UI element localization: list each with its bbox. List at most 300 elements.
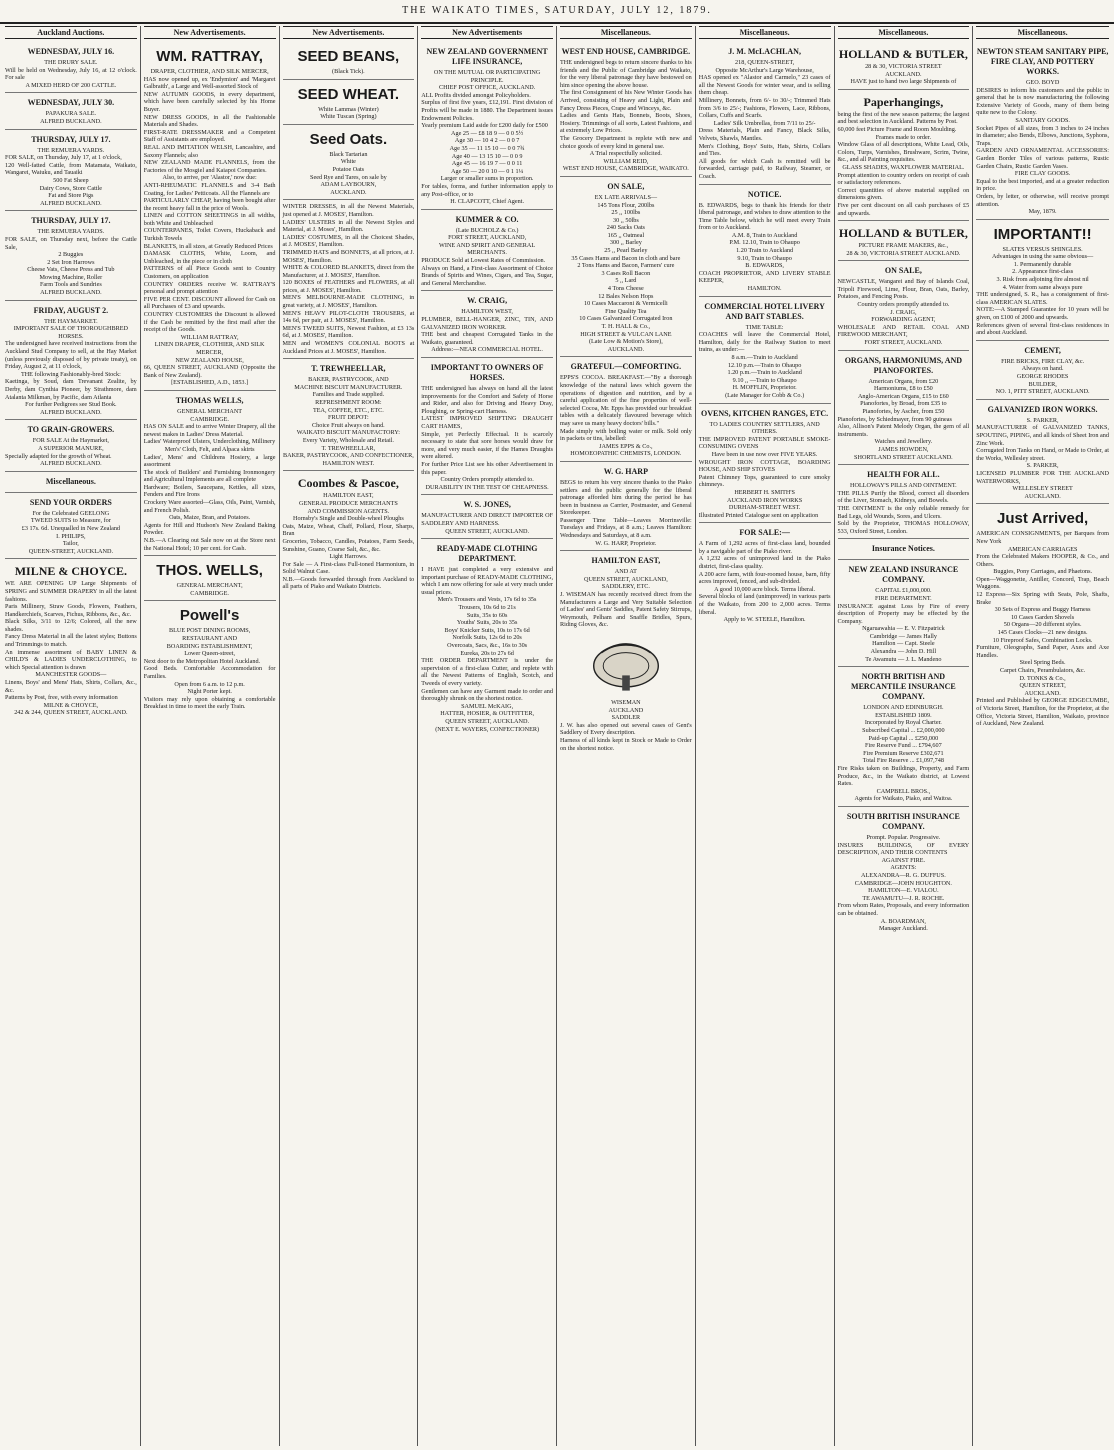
advertisement-line: A Farm of 1,292 acres of first-class land, bounded by a navigable part of the Piako river. xyxy=(698,540,831,555)
advertisement-line: Corrugated Iron Tanks on Hand, or Made to Order, at the Works, Wellesley street. xyxy=(976,447,1109,462)
advertisement-line: Pianofortes, by Ascher, from £50 xyxy=(862,408,945,415)
advertisement-line: N.B.—Goods forwarded through from Auckland to all parts of Piako and Waikato Districts. xyxy=(282,575,415,591)
advertisement-line: I. PHILIPS, xyxy=(56,532,86,540)
advertisement-line: REFRESHMENT ROOM: xyxy=(315,399,382,406)
advertisement-line: 500 Fat Sheep xyxy=(53,176,89,184)
advertisement-line: FIVE PER CENT. DISCOUNT allowed for Cash on all Purchases of £3 and upwards. xyxy=(143,295,276,311)
advertisement xyxy=(976,400,1109,505)
column-section-header: Auckland Auctions. xyxy=(5,26,137,39)
advertisement-line: Mowing Machine, Roller xyxy=(39,273,103,281)
advertisement-line: Paid-up Capital ... £250,000 xyxy=(868,734,939,742)
advertisement-title: SEED WHEAT. xyxy=(297,85,400,103)
advertisement-line: 120 BOXES of FEATHERS and FLOWERS, at all prices, at J. MOSES', Hamilton. xyxy=(282,279,415,294)
advertisement xyxy=(976,220,1109,341)
advertisement-line: Families and Trade supplied. xyxy=(312,391,385,399)
advertisement-line: QUEEN-STREET, AUCKLAND. xyxy=(28,547,114,555)
advertisement-line: Watches and Jewellery. xyxy=(874,438,933,446)
advertisement-line: JAMES HOWDEN, xyxy=(878,445,929,453)
advertisement-line: All goods for which Cash is remitted will be forwarded, carriage paid, to Railway, Steamer, or Coach. xyxy=(698,157,831,180)
advertisement-line: HATTER, HOSIER, & OUTFITTER, xyxy=(440,710,535,718)
advertisement-line: White Tuscan (Spring) xyxy=(320,113,377,121)
advertisement-line: Light Harrows. xyxy=(329,553,368,561)
advertisement-line: Next door to the Metropolitan Hotel Auckland. xyxy=(143,657,261,665)
advertisement-line: AND AT xyxy=(614,568,637,576)
column-section-header: Miscellaneous. xyxy=(699,26,831,39)
advertisement-line: Also, Allison's Patent Melody Organ, the gem of all instruments. xyxy=(837,423,970,438)
saddle-illustration-icon xyxy=(588,633,664,695)
advertisement-line: SADDLERY, ETC. xyxy=(601,583,650,591)
advertisement-line: Made simply with boiling water or milk. Sold only in packets or tins, labelled: xyxy=(560,427,692,443)
advertisement-line: ALFRED BUCKLAND. xyxy=(40,460,102,468)
advertisement-line: being the first of the new season patterns; the largest and best selection in Auckland. Patterns by Post. xyxy=(837,110,970,126)
advertisement-line: LADIES' ULSTERS in all the Newest Styles and Material, at J. Moses', Hamilton. xyxy=(282,218,415,234)
advertisement-line: 10 Cases Garden Shovels xyxy=(1011,613,1075,621)
advertisement-line: Men's Trousers and Vests, 17s 6d to 35s xyxy=(437,596,537,604)
advertisement-line: SADDLER xyxy=(611,714,641,722)
advertisement-line: GARDEN AND ORNAMENTAL ACCESSORIES: Garden Border Tiles of various patterns, Rustic Garden Chairs, Rustic Garden Vases. xyxy=(976,147,1109,170)
advertisement-line: FORT STREET, AUCKLAND. xyxy=(864,339,943,347)
advertisement-line: Paris Millinery, Straw Goods, Flowers, Feathers, Handkerchiefs, Scarves, Fichus, Ribbons, &c., &c. xyxy=(5,603,137,618)
advertisement-line: 28 & 30, VICTORIA STREET AUCKLAND. xyxy=(846,249,961,257)
advertisement-line: For further Price List see his other Advertisement in this paper. xyxy=(421,460,553,476)
advertisement-line: Dress Materials, Plain and Fancy, Black Silks, Velvets, Shawls, Mantles. xyxy=(698,127,831,142)
advertisement-line: NO. 1, PITT STREET, AUCKLAND. xyxy=(995,388,1090,396)
advertisement-title: SOUTH BRITISH INSURANCE COMPANY. xyxy=(846,811,960,831)
advertisement xyxy=(5,493,137,560)
advertisement-line: Frames made to order. xyxy=(875,133,932,141)
advertisement-line: QUEEN STREET, AUCKLAND, xyxy=(583,575,668,583)
advertisement-line: HOLLOWAY'S PILLS AND OINTMENT. xyxy=(850,482,957,490)
advertisement-line: Have been in use now over FIVE YEARS. xyxy=(711,450,818,458)
advertisement-line: Fire Risks taken on Buildings, Property, and Farm Produce, &c., in the Waikato district, at Lowest Rates. xyxy=(837,765,970,788)
advertisement-line: For the Celebrated GEELONG xyxy=(32,509,110,517)
advertisement-line: Crockery Ware assorted—Glass, Oils, Paint, Varnish, and French Polish. xyxy=(143,499,276,514)
advertisement-line: The stock of Builders' and Furnishing Ironmongery and Agricultural Implements are all complete xyxy=(143,468,276,484)
advertisement-line: BEGS to return his very sincere thanks to the Piako settlers and the public generally for the liberal patronage afforded him during the period he has been in business as Carrier, Postmaster, and General Storekeeper. xyxy=(560,478,692,517)
advertisement xyxy=(421,291,553,358)
advertisement-line: Specially adapted for the growth of Wheat. xyxy=(5,452,112,460)
advertisement-line: THE best and cheapest Corrugated Tanks in the Waikato, guaranteed. xyxy=(421,331,553,346)
advertisement-line: For further Pedigrees see Stud Book. xyxy=(25,401,117,409)
advertisement-line: WROUGHT IRON COTTAGE, BOARDING HOUSE, AND SHIP STOVES xyxy=(698,458,831,474)
advertisement-line: REAL AND IMITATION WELSH, Lancashire, and Saxony Flannels; also xyxy=(143,143,276,159)
advertisement xyxy=(699,185,831,297)
advertisement-line: Tailor, xyxy=(62,540,79,548)
advertisement-line: FRUIT DEPOT: xyxy=(328,414,369,422)
advertisement-line: 25 ,, 100lbs xyxy=(611,209,641,217)
advertisement-line: Boys' Knicker Suits, 10s to 17s 6d xyxy=(444,626,530,634)
advertisement-line: FIRE BRICKS, FIRE CLAY, &c. xyxy=(1001,357,1085,365)
advertisement-line: Ladies' Waterproof Ulsters, Underclothing, Millinery xyxy=(143,438,276,446)
advertisement-line: AMERICAN CONSIGNMENTS, per Barques from New York xyxy=(976,530,1109,545)
advertisement-title: CEMENT, xyxy=(1024,345,1061,355)
advertisement-line: Yearly premium Laid aside for £200 daily for £500 xyxy=(421,122,548,130)
advertisement-line: 66, QUEEN STREET, AUCKLAND (Opposite the Bank of New Zealand). xyxy=(143,364,276,379)
advertisement-title: NEW ZEALAND INSURANCE COMPANY. xyxy=(848,565,959,585)
advertisement-line: [ESTABLISHED, A.D., 1853.] xyxy=(171,379,249,387)
advertisement-line: FIRST-RATE DRESSMAKER and a Competent Staff of Assistants are employed. xyxy=(143,128,276,144)
advertisement-title: Paperhangings, xyxy=(863,94,944,109)
advertisement-title: HOLLAND & BUTLER, xyxy=(838,47,968,61)
advertisement-line: CAMBRIDGE—JOHN HOUGHTON. xyxy=(854,879,952,887)
advertisement-line: EX LATE ARRIVALS— xyxy=(594,193,658,201)
advertisement-line: HAS now opened up, ex 'Endymion' and 'Margaret Galbraith', a Large and Well-assorted Stock of xyxy=(143,75,276,91)
advertisement xyxy=(699,523,831,627)
advertisement-line: Will be held on Wednesday, July 16, at 12 o'clock. For sale xyxy=(5,66,137,82)
advertisement xyxy=(699,42,831,185)
advertisement-line: A 200 acre farm, with four-roomed house, barn, fifty acres improved, fenced, and sub-divided. xyxy=(698,570,831,586)
advertisement xyxy=(5,211,137,300)
advertisement-line: Alexandra — John D. Hill xyxy=(870,648,937,656)
advertisement-line: Equal to the best imported, and at a greater reduction in price. xyxy=(976,177,1109,193)
advertisement-line: (NEXT E. WAYERS, CONFECTIONER) xyxy=(435,725,540,733)
advertisement-line: A.M. 8, Train to Auckland xyxy=(731,231,798,239)
advertisement xyxy=(144,556,276,601)
advertisement-line: WISEMAN xyxy=(611,699,641,706)
advertisement xyxy=(283,359,415,471)
newspaper-columns xyxy=(2,26,1112,1446)
advertisement-line: I HAVE just completed a very extensive and important purchase of READY-MADE CLOTHING, which I am now offering for sale at very much under usual prices. xyxy=(421,566,553,596)
advertisement-title: OVENS, KITCHEN RANGES, ETC. xyxy=(701,408,829,418)
advertisement-line: 242 & 244, QUEEN STREET, AUCKLAND. xyxy=(14,709,128,717)
advertisement-title: W. G. HARP xyxy=(603,466,648,476)
advertisement-line: (Late Manager for Cobb & Co.) xyxy=(725,391,805,399)
advertisement-line: WAIKATO BISCUIT MANUFACTORY: xyxy=(296,429,400,437)
advertisement xyxy=(838,221,970,261)
advertisement-line: TWEED SUITS to Measure, for xyxy=(30,517,111,525)
advertisement-line: AUCKLAND. xyxy=(1024,689,1061,697)
advertisement-line: MEN and WOMEN'S COLONIAL BOOTS at Auckland Prices at J. MOSES', Hamilton. xyxy=(282,340,415,355)
advertisement-line: Printed and Published by GEORGE EDGECUMBE, of Victoria Street, Hamilton, for the Proprietor, at the Office, Victoria Street, Hamilton, Waikato, province of Auckland, New Zealand. xyxy=(976,697,1109,728)
advertisement-line: HAS ON SALE and to arrive Winter Drapery, all the newest makes in Ladies' Dress Material. xyxy=(143,423,276,438)
advertisement-line: Incorporated by Royal Charter. xyxy=(864,719,942,727)
advertisement-line: An immense assortment of BABY LINEN & CHILD'S & LADIES UNDERCLOTHING, to which Special attention is drawn xyxy=(5,648,137,671)
advertisement-line: Cambridge — James Hally xyxy=(869,632,937,640)
advertisement-line: May, 1879. xyxy=(1028,208,1057,216)
advertisement-line: Pianofortes, by Schiedmayer, from 90 guineas xyxy=(837,415,952,423)
advertisement-line: NOTE:—A Stamped Guarantee for 10 years will be given, on £100 of 2000 and upwards. xyxy=(976,306,1109,322)
advertisement-line: NEW DRESS GOODS, in all the Fashionable Materials and Shades. xyxy=(143,113,276,129)
column-section-header: New Advertisements xyxy=(421,26,553,39)
advertisement-line: 2 Set Iron Harrows xyxy=(47,258,95,266)
advertisement-line: 35 Cases Hams and Bacon in cloth and bare xyxy=(571,254,681,262)
advertisement-line: GEO. BOYD xyxy=(1025,79,1060,86)
advertisement-title: Coombes & Pascoe, xyxy=(297,476,399,491)
advertisement-line: GLASS SHADES, WAXFLOWER MATERIAL. xyxy=(842,163,965,171)
advertisement-line: ALFRED BUCKLAND. xyxy=(40,117,102,125)
advertisement-title: GRATEFUL—COMFORTING. xyxy=(570,362,682,372)
advertisement-title: IMPORTANT!! xyxy=(993,225,1092,243)
advertisement xyxy=(283,471,415,594)
advertisement-line: BUILDER, xyxy=(1028,380,1057,388)
advertisement-line: Farm Tools and Sundries xyxy=(39,281,102,289)
advertisement-line: Night Porter kept. xyxy=(187,688,232,696)
advertisement-line: Seed Rye and Tares, on sale by xyxy=(310,173,387,181)
advertisement-title: ON SALE, xyxy=(607,181,645,191)
advertisement-line: Orders, by letter, or otherwise, will receive prompt attention. xyxy=(976,192,1109,208)
advertisement-line: LICENSED PLUMBER FOR THE AUCKLAND WATERWORKS, xyxy=(976,469,1109,485)
advertisement-line: 4. Water from same always pure xyxy=(1002,283,1083,291)
advertisement-line: FOR SALE, on Thursday, July 17, at 1 o'clock, xyxy=(5,154,122,162)
advertisement-line: White Lammas (Winter) xyxy=(318,105,379,113)
advertisement-line: FOR SALE At the Haymarket, xyxy=(32,437,109,445)
advertisement-title: COMMERCIAL HOTEL LIVERY AND BAIT STABLES. xyxy=(704,301,825,321)
advertisement-title: W. S. JONES, xyxy=(463,500,511,510)
advertisement-line: Harness of all kinds kept in Stock or Made to Order on the shortest notice. xyxy=(560,736,692,752)
advertisement xyxy=(283,125,415,201)
advertisement-line: SANITARY GOODS. xyxy=(1015,116,1070,124)
advertisement-title: J. M. McLACHLAN, xyxy=(728,47,801,56)
advertisement-line: WINTER DRESSES, in all the Newest Materials, just opened at J. MOSES', Hamilton. xyxy=(282,203,415,218)
advertisement xyxy=(838,465,970,539)
advertisement-title: Just Arrived, xyxy=(997,510,1089,528)
advertisement-line: References given of several first-class residences in and about Auckland. xyxy=(976,321,1109,337)
advertisement-line: NEW AUTUMN GOODS, in every department, which have been carefully selected by his Home Buyer. xyxy=(143,90,276,113)
advertisement-line: A. BOARDMAN, xyxy=(880,917,926,925)
advertisement-line: WILLIAM RATTRAY, xyxy=(180,333,239,341)
column-8 xyxy=(973,26,1112,1446)
advertisement-line: LINEN and COTTON SHEETINGS in all widths, both White and Unbleached xyxy=(143,212,276,227)
advertisement-line: AGAINST FIRE. xyxy=(881,856,926,864)
advertisement-line: 2 Buggies xyxy=(58,251,84,259)
advertisement-line: Always on Hand, a First-class Assortment of Choice Brands of Spirits and Wines, Cigars, and Tea, Sugar, and General Merchandise. xyxy=(421,264,553,287)
advertisement-line: GEORGE RHODES xyxy=(1016,373,1069,380)
advertisement-line: AUCKLAND IRON WORKS xyxy=(727,496,803,504)
advertisement-line: S. PARKER, xyxy=(1026,462,1059,470)
advertisement-line: 5 ,, Lard xyxy=(615,277,637,285)
advertisement-title: HEALTH FOR ALL. xyxy=(867,470,940,480)
advertisement-line: THE following Fashionably-bred Stock: xyxy=(20,370,121,378)
advertisement-line: Ladies and Gents Hats, Bonnets, Boots, Shoes, Hosiery. Trimmings of all sorts, Latest Fashions, and at extremely Low Prices. xyxy=(560,112,692,135)
advertisement xyxy=(283,80,415,125)
advertisement-line: WE ARE OPENING UP Large Shipments of SPRING and SUMMER DRAPERY in all the latest fashions. xyxy=(5,580,137,603)
advertisement-line: Manager Auckland. xyxy=(878,925,928,933)
advertisement xyxy=(699,404,831,524)
advertisement-title: KUMMER & CO. xyxy=(455,214,519,224)
advertisement-line: 12.10 p.m.—Train to Ohaupo xyxy=(727,361,802,369)
advertisement-line: Larger or smaller sums in proportion. xyxy=(440,175,534,183)
advertisement-line: Hornsby's Single and Double-wheel Ploughs xyxy=(292,515,404,523)
column-6 xyxy=(696,26,835,1446)
advertisement-line: Black Silks, 3/11 to 12/6; Colored, all the new shades. xyxy=(5,618,137,633)
advertisement-line: BAKER, PASTRYCOOK, AND xyxy=(308,376,389,384)
advertisement-line: MANUFACTURER of GALVANIZED TANKS, SPOUTING, PIPING, and all kinds of Sheet Iron and Zinc Work. xyxy=(976,424,1109,447)
advertisement-title: NORTH BRITISH AND MERCANTILE INSURANCE COMPANY. xyxy=(851,672,956,702)
advertisement-line: Visitors may rely upon obtaining a comfortable Breakfast in time to meet the early Train. xyxy=(143,695,276,711)
advertisement xyxy=(283,200,415,359)
advertisement-line: Fat and Store Pigs xyxy=(48,192,94,200)
advertisement-line: AUCKLAND. xyxy=(1024,492,1061,500)
advertisement-line: Advantages in using the same obvious— xyxy=(992,253,1094,261)
advertisement-line: Gentlemen can have any Garment made to order and thoroughly shrunk on the shortest notice. xyxy=(421,687,553,703)
advertisement-line: RESTAURANT AND xyxy=(182,635,238,642)
advertisement xyxy=(838,807,970,936)
advertisement xyxy=(976,504,1109,730)
advertisement-line: EPPS'S COCOA. BREAKFAST.—"By a thorough knowledge of the natural laws which govern the operations of digestion and nutrition, and by a careful application of the fine properties of well-selected Cocoa, Mr. Epps has provided our breakfast tables with a delicately flavoured beverage which may save us many heavy doctors' bills." xyxy=(560,374,692,427)
advertisement-line: PARTICULARLY CHEAP, having been bought after the recent heavy fall in the price of Wools. xyxy=(143,197,276,212)
column-3 xyxy=(280,26,419,1446)
advertisement-line: J. W. has also opened out several cases of Gent's Saddlery of Every description. xyxy=(560,721,692,737)
advertisement-title: IMPORTANT TO OWNERS OF HORSES. xyxy=(430,363,544,382)
advertisement-title: FOR SALE:— xyxy=(739,528,790,538)
advertisement-title: Insurance Notices. xyxy=(871,544,935,554)
advertisement xyxy=(838,261,970,350)
advertisement-line: B. EDWARDS, xyxy=(745,262,784,270)
advertisement-line: THE IMPROVED PATENT PORTABLE SMOKE-CONSUMING OVENS xyxy=(698,435,831,451)
column-section-header: Miscellaneous. xyxy=(976,26,1109,39)
advertisement-title: Seed Oats. xyxy=(309,130,388,148)
advertisement-line: MANUFACTURER AND DIRECT IMPORTER OF SADDLERY AND HARNESS. xyxy=(421,512,553,527)
advertisement xyxy=(421,210,553,292)
advertisement-line: GENERAL MERCHANT xyxy=(177,407,243,415)
advertisement-line: A SUPERIOR MANURE, xyxy=(38,444,104,452)
advertisement-line: Open from 6 a.m. to 12 p.m. xyxy=(174,680,245,688)
advertisement-line: FIRE CLAY GOODS. xyxy=(1014,170,1071,178)
advertisement-line: Opposite McArthur's Large Warehouse, xyxy=(715,66,814,74)
column-2 xyxy=(141,26,280,1446)
advertisement-line: 28 & 30, VICTORIA STREET xyxy=(865,63,942,70)
advertisement-line: PAPAKURA SALE. xyxy=(45,110,97,118)
advertisement xyxy=(5,93,137,129)
advertisement-line: Choice Fruit always on hand. xyxy=(312,421,385,429)
advertisement-line: WHOLESALE AND RETAIL COAL AND FIREWOOD MERCHANT, xyxy=(837,323,970,339)
advertisement-line: J. WISEMAN has recently received direct from the Manufacturers a Large and Very Suitable Selection of Ladies' and Gents' Saddles, Patent Safety Stirrups, Weymouth, Pelham and Snaffle Bridles, Spurs, Riding Gloves, &c. xyxy=(560,591,692,629)
advertisement-line: Passenger Time Table—Leaves Morrinsville: Tuesdays and Fridays, at 8 a.m.; Leaves Hamilton: Wednesdays and Saturdays, at 8 a.m. xyxy=(560,516,692,540)
advertisement-line: QUEEN STREET, AUCKLAND. xyxy=(445,717,529,725)
advertisement-line: 12 Express—Six Spring with Seats, Pole, Shafts, Brake xyxy=(976,591,1109,606)
advertisement xyxy=(838,667,970,807)
advertisement xyxy=(421,495,553,539)
advertisement xyxy=(421,539,553,736)
advertisement-line: From whom Rates, Proposals, and every information can be obtained. xyxy=(837,902,970,917)
advertisement-title: FRIDAY, AUGUST 2. xyxy=(33,305,109,315)
advertisement-line: THE PILLS Purify the Blood, correct all disorders of the Liver, Stomach, Kidneys, and Bowels. xyxy=(837,489,970,505)
advertisement-line: BLUE POST DINING ROOMS, xyxy=(168,627,251,635)
advertisement-line: HAMILTON. xyxy=(747,285,782,293)
advertisement-title: THURSDAY, JULY 17. xyxy=(31,216,111,226)
advertisement-title: THOS. WELLS, xyxy=(156,562,263,580)
advertisement-line: Ladies', Mens' and Childrens Hosiery, a large assortment xyxy=(143,453,276,469)
advertisement-line: BLANKETS, in all sizes, at Greatly Reduced Prices xyxy=(143,242,273,250)
advertisement-line: Surplus of first five years, £12,191. First division of Profits will be made in 1880. The Department issues Endowment Policies. xyxy=(421,99,553,122)
advertisement-line: HAMILTON EAST, xyxy=(323,492,374,500)
advertisement-line: 8 a.m.—Train to Auckland xyxy=(731,354,798,361)
advertisement-line: ALL Profits divided amongst Policyholders. xyxy=(421,91,531,99)
advertisement-line: DESIRES to inform his customers and the public in general that he is now manufacturing the following Extensive Variety of Goods, many of them being quite new to the Colony. xyxy=(976,86,1109,117)
advertisement-line: PATTERNS of all Piece Goods sent to Country Customers, on application xyxy=(143,265,276,281)
advertisement-line: For Sale — A First-class Full-toned Harmonium, in Solid Walnut Case. xyxy=(282,560,415,576)
advertisement-line: Fire Reserve Fund ... £794,607 xyxy=(865,742,942,750)
advertisement-line: (Late Low & Motion's Store), xyxy=(588,338,663,346)
advertisement-title: ON SALE, xyxy=(884,266,922,276)
advertisement xyxy=(699,297,831,404)
advertisement-line: 1.20 p.m.—Train to Auckland xyxy=(727,369,802,377)
advertisement-line: Linens, Boys' and Mens' Hats, Shirts, Collars, &c., &c. xyxy=(5,679,137,694)
advertisement xyxy=(144,42,276,391)
advertisement xyxy=(838,351,970,466)
advertisement-line: 145 Cases Clocks—21 new designs. xyxy=(997,629,1088,637)
advertisement-line: AUCKLAND. xyxy=(330,188,367,196)
advertisement-line: Subscribed Capital ... £2,000,000 xyxy=(862,727,945,735)
advertisement-line: Total Fire Reserve ... £1,097,748 xyxy=(862,757,944,765)
advertisement-line: Millinery, Bonnets, from 6/- to 30/-; Trimmed Hats from 3/6 to 25/-; Fashions, Flowers, Lace, Ribbons, Collars, Cuffs and Scarfs. xyxy=(698,96,831,120)
advertisement-line: 1. Permanently durable xyxy=(1013,260,1072,268)
advertisement-line: ALFRED BUCKLAND. xyxy=(40,199,102,207)
advertisement-line: P.M. 12.10, Train to Ohaupo xyxy=(729,239,800,247)
advertisement-line: BOARDING ESTABLISHMENT, xyxy=(166,642,253,650)
advertisement-line: H. CLAPCOTT, Chief Agent. xyxy=(450,198,525,206)
advertisement-line: Age 30 — 10 4 2 — 0 0 7 xyxy=(454,137,520,145)
advertisement-line: Anglo-American Organs, £15 to £60 xyxy=(857,392,949,400)
advertisement-line: S. PARKER, xyxy=(1026,416,1059,424)
advertisement-line: 30 ,, 50lbs xyxy=(612,216,639,224)
advertisement-title: READY-MADE CLOTHING DEPARTMENT. xyxy=(436,544,538,564)
advertisement-line: TIME TABLE: xyxy=(745,323,784,331)
advertisement-line: From the Celebrated Makers HOOPER, & Co., and Others. xyxy=(976,553,1109,568)
advertisement-line: Good Beds. Comfortable Accommodation for Families. xyxy=(143,665,276,680)
advertisement-line: N.B.—A Clearing out Sale now on at the Store next the National Hotel; 10 per cent. for Cash. xyxy=(143,537,276,552)
advertisement-line: DURABILITY IN THE TEST OF CHEAPNESS. xyxy=(425,483,549,491)
advertisement-line: Cheese Vats, Cheese Press and Tub xyxy=(27,266,115,274)
advertisement-line: Socket Pipes of all sizes, from 3 inches to 24 inches in diameter; also Bends, Elbows, Junctions, Syphons, Traps. xyxy=(976,124,1109,147)
advertisement-line: For tables, forms, and further information apply to any Post-office, or to xyxy=(421,182,553,198)
advertisement-line: 3. Risk from adjoining fire almost nil xyxy=(996,276,1089,284)
advertisement-line: CAPITAL £1,000,000. xyxy=(875,587,932,595)
advertisement-title: SEND YOUR ORDERS xyxy=(29,497,112,507)
advertisement-line: NEW ZEALAND HOUSE, xyxy=(175,356,244,364)
advertisement-line: TEA, COFFEE, ETC., ETC. xyxy=(312,406,384,414)
advertisement-line: Youths' Suits, 20s to 35s xyxy=(456,619,518,627)
advertisement-line: 10 Cases Galvanized Corrugated Iron xyxy=(579,315,673,323)
column-1 xyxy=(2,26,141,1446)
advertisement xyxy=(283,42,415,80)
advertisement-line: Illustrated Printed Catalogue sent on application xyxy=(698,511,819,519)
advertisement-title: HAMILTON EAST, xyxy=(591,556,661,566)
advertisement-line: WINE AND SPIRIT AND GENERAL MERCHANTS. xyxy=(439,241,536,257)
advertisement-line: White xyxy=(340,158,356,166)
advertisement-line: PLUMBER, BELL-HANGER, ZINC, TIN, AND GALVANIZED IRON WORKER. xyxy=(421,316,553,331)
advertisement xyxy=(560,177,692,357)
advertisement-line: WILLIAM REID, xyxy=(603,157,649,165)
advertisement-line: CHIEF POST OFFICE, AUCKLAND. xyxy=(438,84,536,92)
advertisement-line: AMERICAN CARRIAGES xyxy=(1007,545,1078,553)
advertisement-line: THE REMUERA YARDS. xyxy=(37,146,105,154)
advertisement-line: 120 Well-fatted Cattle, from Matamata, Waikato, Wangarei, Waiuku, and Tauaiki xyxy=(5,161,137,177)
advertisement-line: Agents for Hill and Hudson's New Zealand Baking Powder. xyxy=(143,521,276,537)
advertisement xyxy=(560,462,692,551)
advertisement-line: DAMASK CLOTHS, White, Loom, and Unbleached, in the piece or in cloth xyxy=(143,250,276,265)
advertisement xyxy=(976,341,1109,400)
advertisement-line: Age 25 — £8 18 9 — 0 0 5½ xyxy=(451,129,524,137)
advertisement-line: ADAM LAYBOURN, xyxy=(320,181,377,189)
advertisement-line: Apply to W. STEELE, Hamilton. xyxy=(723,616,806,624)
column-section-header: Miscellaneous. xyxy=(560,26,692,39)
advertisement-line: 30 Sets of Express and Buggy Harness xyxy=(994,606,1091,614)
advertisement-line: LONDON AND EDINBURGH. xyxy=(863,704,944,712)
advertisement-line: ALFRED BUCKLAND. xyxy=(40,408,102,416)
advertisement-line: LATEST IMPROVED SHIFTING DRAUGHT CART HAMES, xyxy=(421,415,553,430)
advertisement-line: Steel Spring Beds. xyxy=(1019,659,1066,667)
advertisement-title: TO GRAIN-GROWERS. xyxy=(27,425,115,435)
advertisement-line: CAMPBELL BROS., xyxy=(876,787,931,795)
advertisement-line: JAMES EPPS & Co., xyxy=(599,442,653,450)
advertisement-line: QUEEN STREET, xyxy=(1019,682,1066,690)
advertisement-line: THE ORDER DEPARTMENT is under the supervision of a first-class Cutter, and replete with all the Newest Patterns of English, Scotch, and Tweeds of every variety. xyxy=(421,657,553,687)
advertisement-line: COUNTRY ORDERS receive W. RATTRAY'S personal and prompt attention xyxy=(143,280,276,296)
newspaper-masthead: THE WAIKATO TIMES, SATURDAY, JULY 12, 1879. xyxy=(0,0,1114,24)
advertisement-title: GALVANIZED IRON WORKS. xyxy=(987,404,1098,414)
advertisement-line: 9.10 ,, —Train to Ohaupo xyxy=(732,376,797,384)
